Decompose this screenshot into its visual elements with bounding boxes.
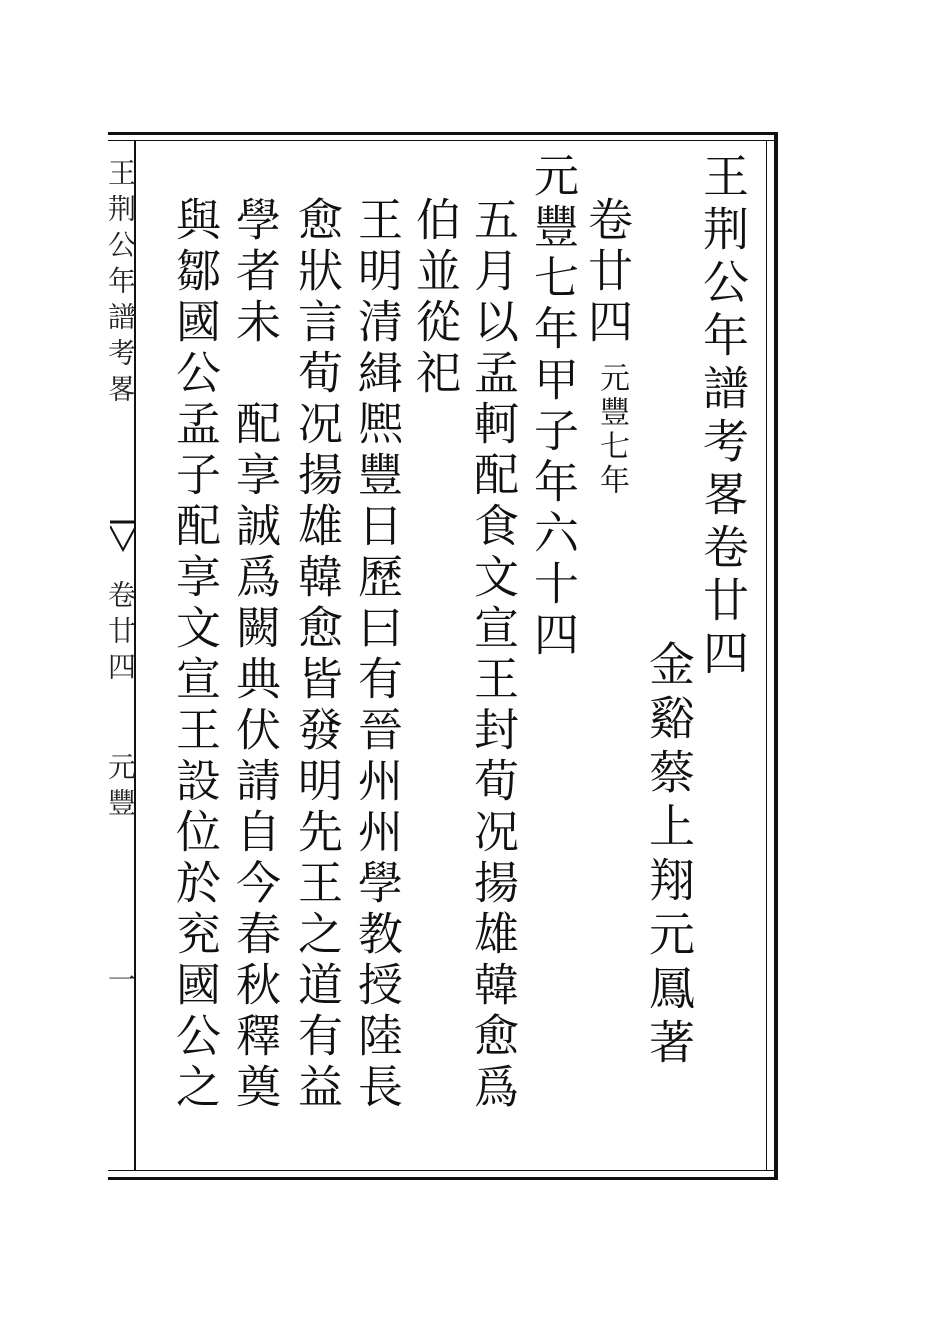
banxin-volume: 卷廿四 [104,580,137,688]
year-heading: 元豐七年甲子年六十四 [526,152,579,662]
frame-inner-top-rule [108,140,778,141]
author-line: 金谿蔡上翔元鳳著 [642,640,696,1072]
fishtail-icon [110,520,136,564]
frame-inner-bottom-rule [108,1170,778,1171]
frame-inner-right-rule [766,140,767,1170]
volume-label: 卷廿四 [580,196,633,349]
text-line-1: 五月以孟軻配食文宣王封荀况揚雄韓愈爲 [466,196,519,1114]
text-line-5: 學者未 配享誠爲闕典伏請自今春秋釋奠 [228,196,281,1114]
banxin-page-number: 一 [104,965,137,1001]
text-line-4: 愈狀言荀况揚雄韓愈皆發明先王之道有益 [290,196,343,1114]
text-line-2: 伯並從祀 [408,196,461,400]
banxin-era: 元豐 [104,752,137,824]
book-title: 王荆公年譜考畧卷廿四 [696,152,750,682]
text-line-3: 王明清緝熈豐日歷曰有晉州州學教授陸長 [350,196,403,1114]
text-line-6: 與鄒國公孟子配享文宣王設位於兖國公之 [168,196,221,1114]
banxin-title: 王荆公年譜考畧 [104,158,137,410]
volume-note: 元豐七年 [594,362,629,498]
